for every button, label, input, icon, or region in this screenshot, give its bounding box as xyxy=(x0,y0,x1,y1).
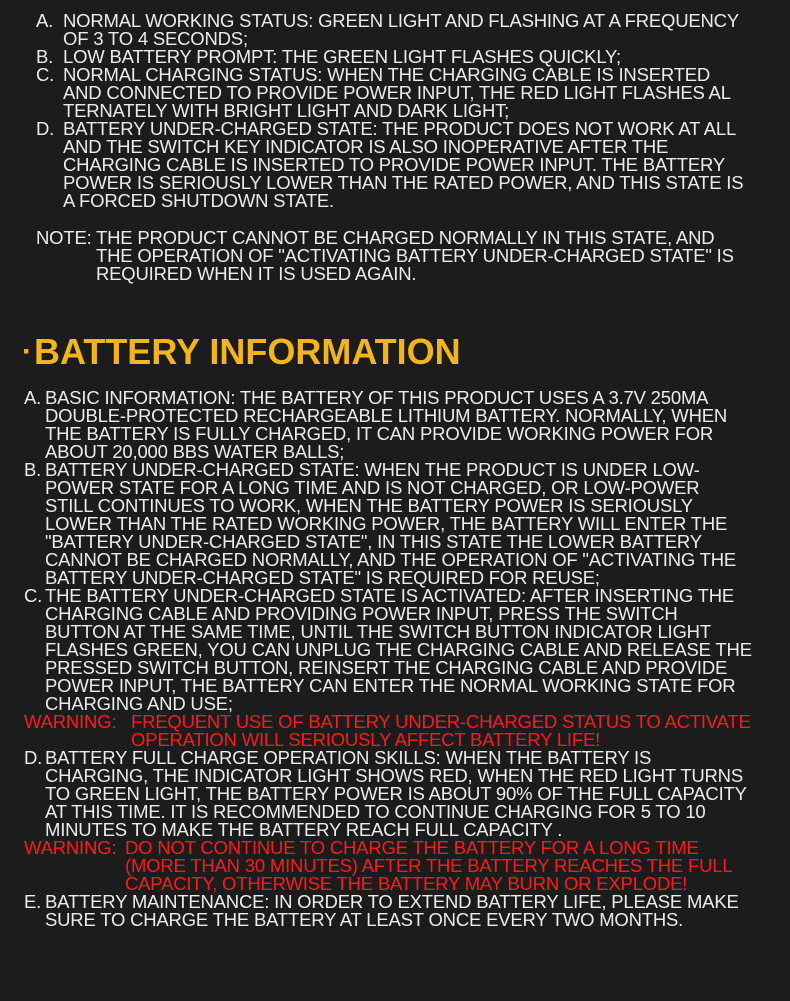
battery-item-text: THE BATTERY UNDER-CHARGED STATE IS ACTIVATED: AFTER INSERTING THE CHARGING CABLE AND PROVIDING POWER INPUT, PRESS THE SWITCH BUTTON AT THE SAME TIME, UNTIL THE SWITCH BUTTON INDICATOR LIGHT FLASHES GREEN, YOU CAN UNPLUG THE CHARGING CABLE AND RELEASE THE PRESSED SWITCH BUTTON, REINSERT THE CHARGING CABLE AND PROVIDE POWER INPUT, THE BATTERY CAN ENTER THE NORMAL WORKING STATE FOR CHARGING AND USE; xyxy=(45,585,752,714)
warning-label: WARNING: xyxy=(24,837,117,858)
heading-title: BATTERY INFORMATION xyxy=(34,331,461,372)
heading-bullet: · xyxy=(22,335,32,368)
status-item-label: C. xyxy=(36,64,55,85)
battery-item-text: BATTERY UNDER-CHARGED STATE: WHEN THE PRODUCT IS UNDER LOW- POWER STATE FOR A LONG TIME AND IS NOT CHARGED, OR LOW-POWER STILL CONTINUES TO WORK, WHEN THE BATTERY POWER IS SERIOUSLY LOWER THAN THE RATED WORKING POWER, THE BATTERY WILL ENTER THE "BATTERY UNDER-CHARGED STATE", IN THIS STATE THE LOWER BATTERY CANNOT BE CHARGED NORMALLY, AND THE OPERATION OF "ACTIVATING THE BATTERY UNDER-CHARGED STATE" IS REQUIRED FOR REUSE; xyxy=(45,459,737,588)
status-item-text: NORMAL CHARGING STATUS: WHEN THE CHARGING CABLE IS INSERTED AND CONNECTED TO PROVIDE POWER INPUT, THE RED LIGHT FLASHES AL TERNATELY WITH BRIGHT LIGHT AND DARK LIGHT; xyxy=(63,64,731,121)
status-item-text: LOW BATTERY PROMPT: THE GREEN LIGHT FLASHES QUICKLY; xyxy=(63,46,621,67)
battery-item-text: BATTERY MAINTENANCE: IN ORDER TO EXTEND BATTERY LIFE, PLEASE MAKE SURE TO CHARGE THE BATTERY AT LEAST ONCE EVERY TWO MONTHS. xyxy=(45,891,739,930)
warning-text: DO NOT CONTINUE TO CHARGE THE BATTERY FOR A LONG TIME (MORE THAN 30 MINUTES) AFTER THE BATTERY REACHES THE FULL CAPACITY, OTHERWISE THE BATTERY MAY BURN OR EXPLODE! xyxy=(125,837,733,894)
status-item-text: NORMAL WORKING STATUS: GREEN LIGHT AND FLASHING AT A FREQUENCY OF 3 TO 4 SECONDS; xyxy=(63,10,739,49)
battery-item-label: E. xyxy=(24,891,42,912)
note-text: THE PRODUCT CANNOT BE CHARGED NORMALLY IN THIS STATE, AND THE OPERATION OF "ACTIVATING BATTERY UNDER-CHARGED STATE" IS REQUIRED WHEN IT IS USED AGAIN. xyxy=(96,227,734,284)
status-item-label: A. xyxy=(36,10,54,31)
battery-item-label: A. xyxy=(24,387,42,408)
battery-item-label: C. xyxy=(24,585,43,606)
status-item-label: D. xyxy=(36,118,55,139)
status-item-label: B. xyxy=(36,46,54,67)
warning-label: WARNING: xyxy=(24,711,117,732)
battery-item-label: B. xyxy=(24,459,42,480)
battery-item-label: D. xyxy=(24,747,43,768)
note-label: NOTE: xyxy=(36,227,92,248)
battery-item-text: BATTERY FULL CHARGE OPERATION SKILLS: WHEN THE BATTERY IS CHARGING, THE INDICATOR LIGHT SHOWS RED, WHEN THE RED LIGHT TURNS TO GREEN LIGHT, THE BATTERY POWER IS ABOUT 90% OF THE FULL CAPACITY AT THIS TIME. IT IS RECOMMENDED TO CONTINUE CHARGING FOR 5 TO 10 MINUTES TO MAKE THE BATTERY REACH FULL CAPACITY . xyxy=(45,747,747,840)
status-item-text: BATTERY UNDER-CHARGED STATE: THE PRODUCT DOES NOT WORK AT ALL AND THE SWITCH KEY INDICATOR IS ALSO INOPERATIVE AFTER THE CHARGING CABLE IS INSERTED TO PROVIDE POWER INPUT. THE BATTERY POWER IS SERIOUSLY LOWER THAN THE RATED POWER, AND THIS STATE IS A FORCED SHUTDOWN STATE. xyxy=(63,118,744,211)
battery-item-text: BASIC INFORMATION: THE BATTERY OF THIS PRODUCT USES A 3.7V 250MA DOUBLE-PROTECTED RECHARGEABLE LITHIUM BATTERY. NORMALLY, WHEN THE BATTERY IS FULLY CHARGED, IT CAN PROVIDE WORKING POWER FOR ABOUT 20,000 BBS WATER BALLS; xyxy=(45,387,728,462)
section-heading xyxy=(22,332,461,375)
warning-text: FREQUENT USE OF BATTERY UNDER-CHARGED STATUS TO ACTIVATE OPERATION WILL SERIOUSLY AFFECT BATTERY LIFE! xyxy=(131,711,751,750)
